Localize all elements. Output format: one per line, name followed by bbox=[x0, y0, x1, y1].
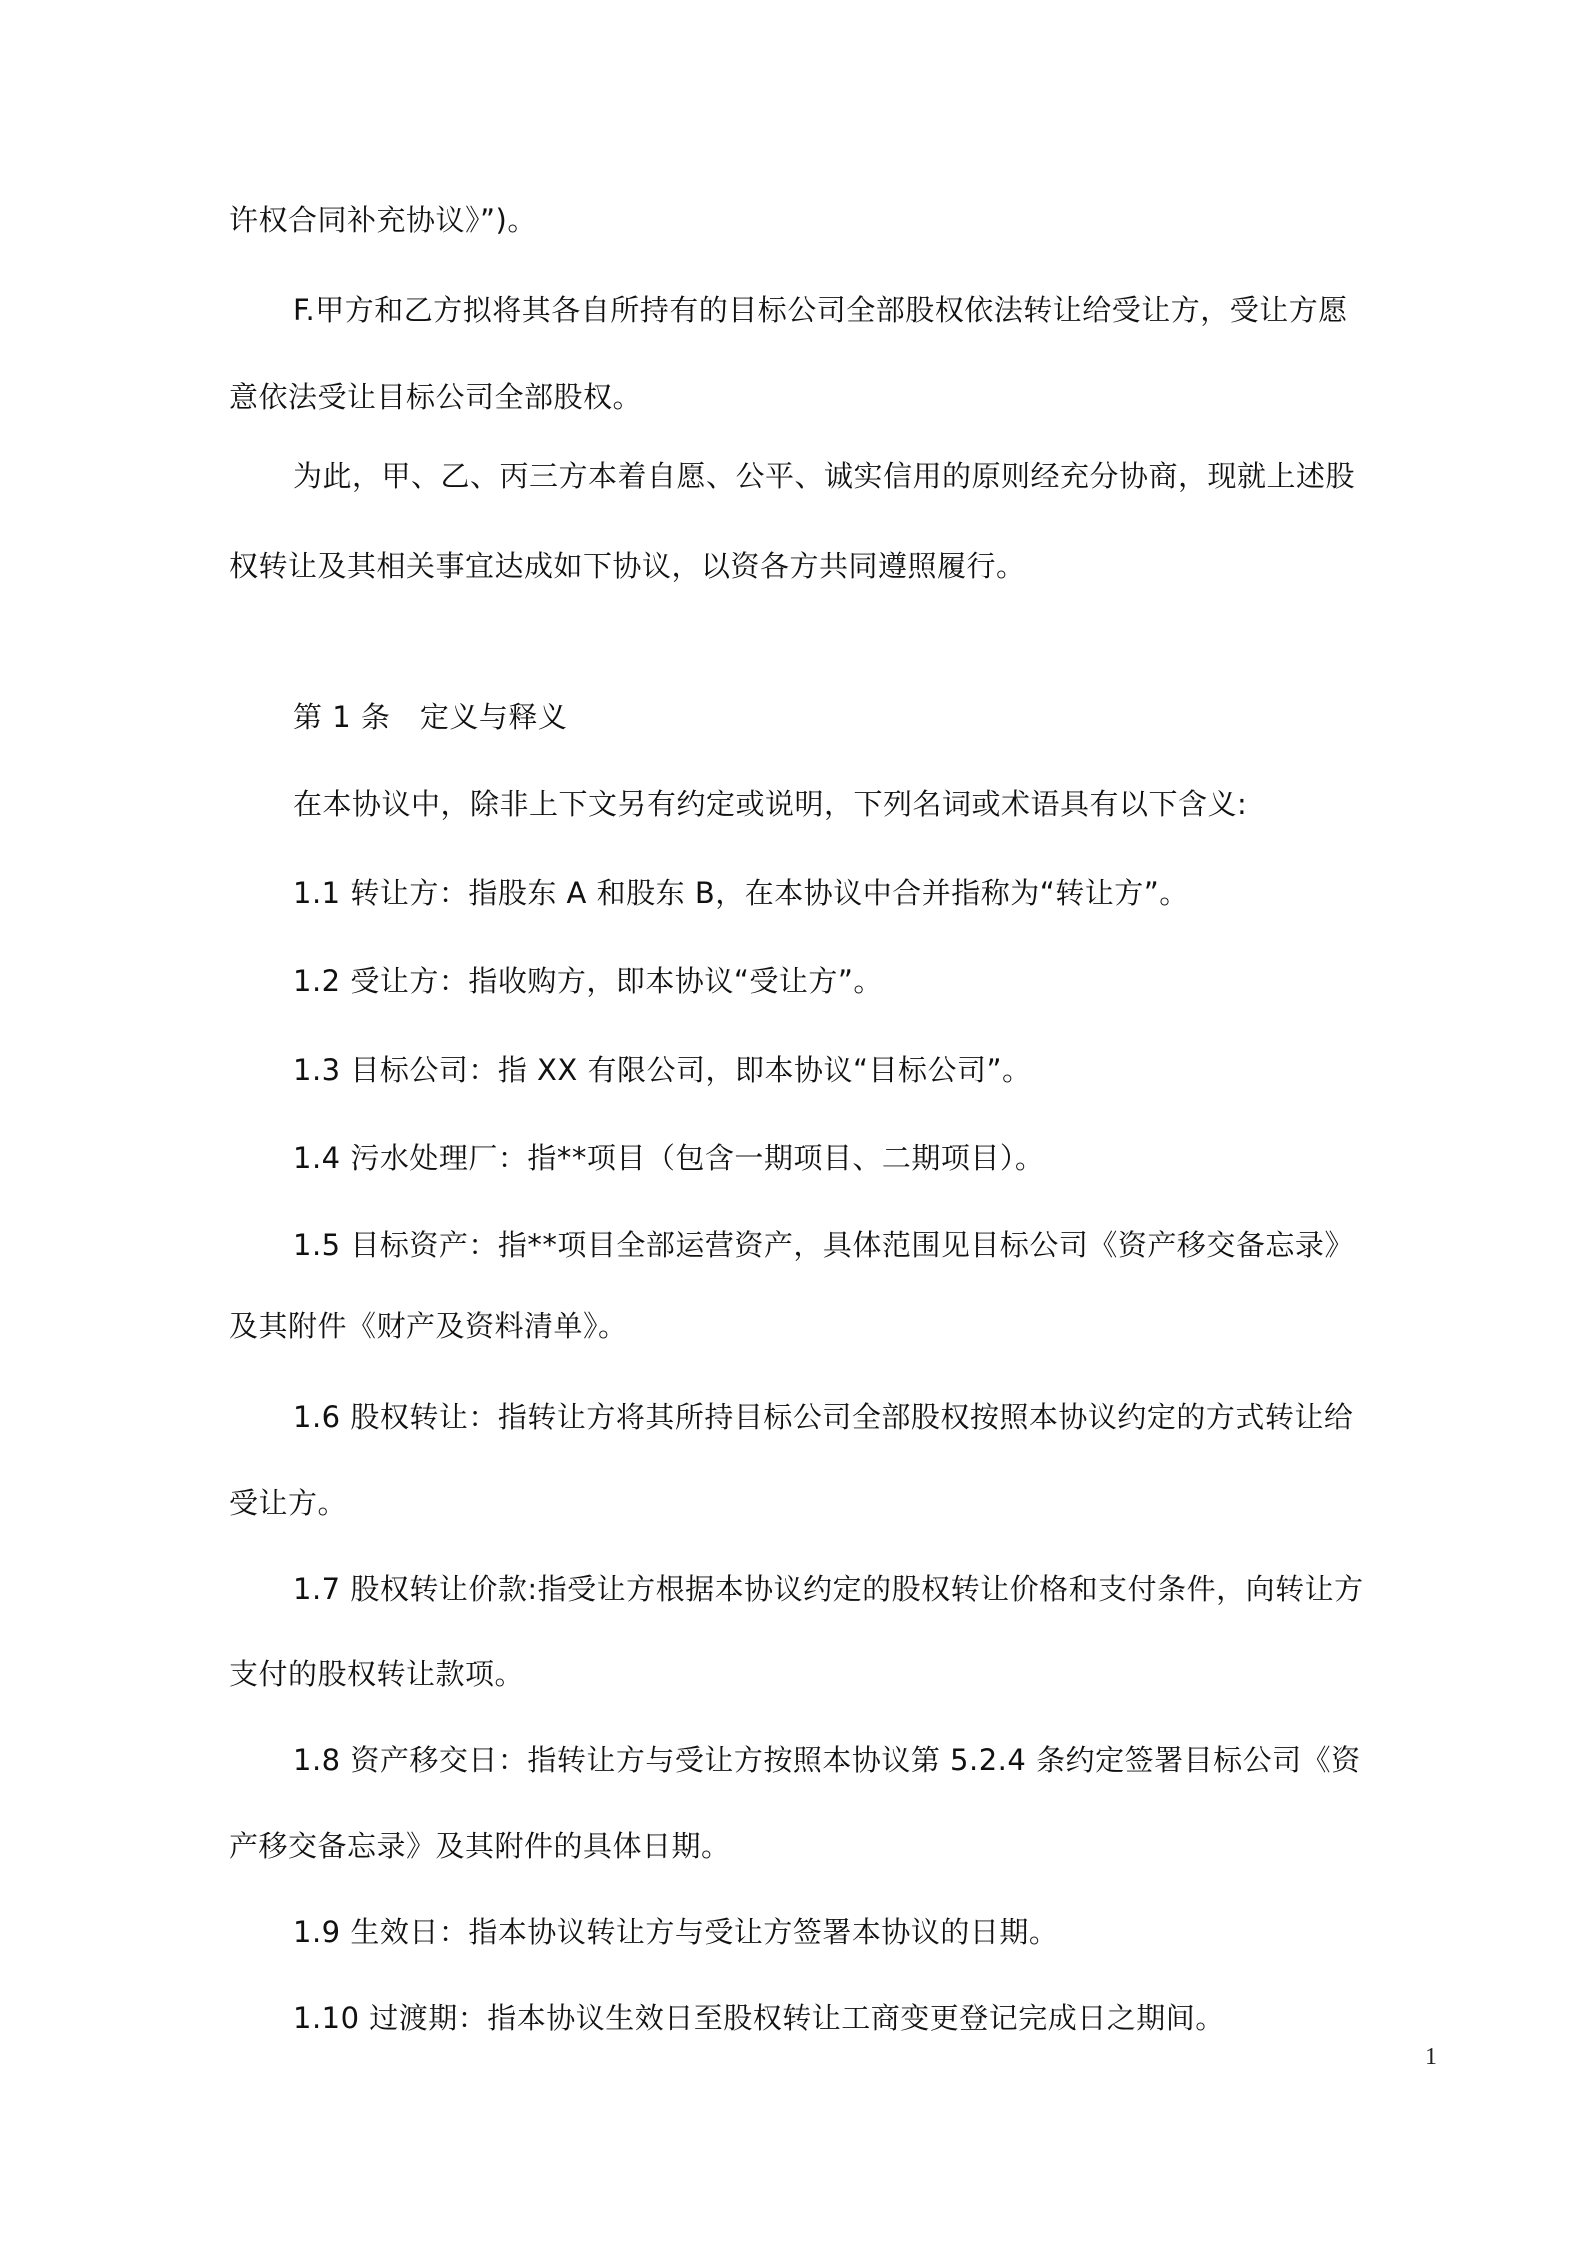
paragraph-line: 许权合同补充协议》”)。 bbox=[229, 203, 537, 237]
definition-line: 受让方。 bbox=[229, 1486, 348, 1520]
definition-line: 1.5 目标资产：指**项目全部运营资产，具体范围见目标公司《资产移交备忘录》 bbox=[293, 1228, 1354, 1262]
definition-line: 1.9 生效日：指本协议转让方与受让方签署本协议的日期。 bbox=[293, 1915, 1059, 1949]
paragraph-line: 权转让及其相关事宜达成如下协议，以资各方共同遵照履行。 bbox=[229, 549, 1026, 583]
page-number: 1 bbox=[1425, 2044, 1437, 2070]
definition-line: 1.8 资产移交日：指转让方与受让方按照本协议第 5.2.4 条约定签署目标公司《资 bbox=[293, 1743, 1361, 1777]
definition-line: 1.3 目标公司：指 XX 有限公司，即本协议“目标公司”。 bbox=[293, 1053, 1032, 1087]
definitions-intro: 在本协议中，除非上下文另有约定或说明，下列名词或术语具有以下含义: bbox=[293, 787, 1248, 821]
definition-line: 1.7 股权转让价款:指受让方根据本协议约定的股权转让价格和支付条件，向转让方 bbox=[293, 1572, 1364, 1606]
paragraph-line: 为此，甲、乙、丙三方本着自愿、公平、诚实信用的原则经充分协商，现就上述股 bbox=[293, 459, 1356, 493]
definition-line: 及其附件《财产及资料清单》。 bbox=[229, 1309, 628, 1343]
article-heading: 第 1 条 定义与释义 bbox=[293, 700, 568, 734]
definition-line: 1.4 污水处理厂：指**项目（包含一期项目、二期项目）。 bbox=[293, 1141, 1045, 1175]
paragraph-line: F.甲方和乙方拟将其各自所持有的目标公司全部股权依法转让给受让方，受让方愿 bbox=[293, 293, 1348, 327]
definition-line: 产移交备忘录》及其附件的具体日期。 bbox=[229, 1829, 731, 1863]
definition-line: 1.10 过渡期：指本协议生效日至股权转让工商变更登记完成日之期间。 bbox=[293, 2001, 1225, 2035]
definition-line: 1.6 股权转让：指转让方将其所持目标公司全部股权按照本协议约定的方式转让给 bbox=[293, 1400, 1354, 1434]
definition-line: 支付的股权转让款项。 bbox=[229, 1657, 525, 1691]
definition-line: 1.2 受让方：指收购方，即本协议“受让方”。 bbox=[293, 964, 883, 998]
paragraph-line: 意依法受让目标公司全部股权。 bbox=[229, 380, 643, 414]
definition-line: 1.1 转让方：指股东 A 和股东 B，在本协议中合并指称为“转让方”。 bbox=[293, 876, 1189, 910]
